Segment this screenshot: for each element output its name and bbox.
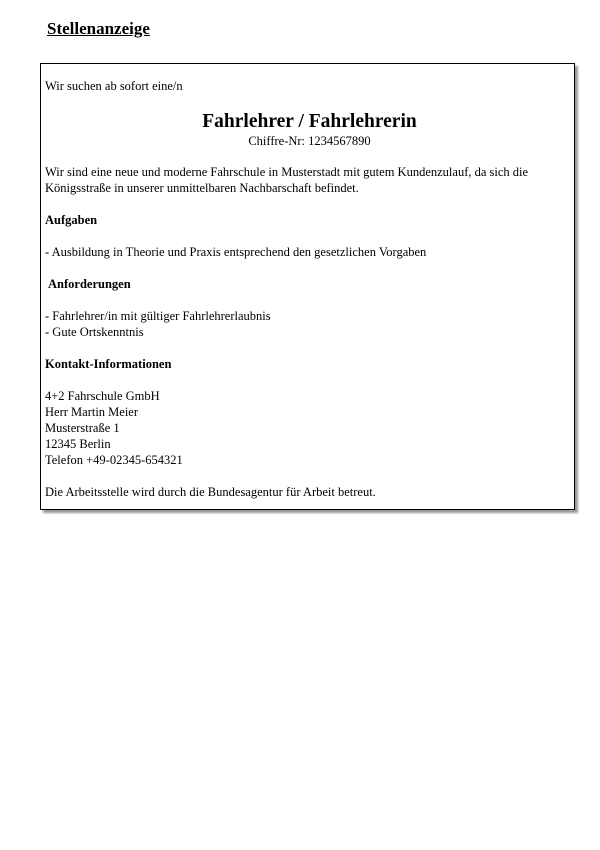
job-ad-box <box>40 63 575 510</box>
requirements-list <box>45 308 574 340</box>
requirement-item: - Fahrlehrer/in mit gültiger Fahrlehrerlaubnis <box>45 309 271 323</box>
ad-intro: Wir suchen ab sofort eine/n <box>45 79 183 93</box>
contact-person: Herr Martin Meier <box>45 405 139 419</box>
contact-city: 12345 Berlin <box>45 437 111 451</box>
requirements-heading: Anforderungen <box>48 277 131 291</box>
contact-phone: Telefon +49-02345-654321 <box>45 453 183 467</box>
ad-description: Wir sind eine neue und moderne Fahrschule in Musterstadt mit gutem Kundenzulauf, da sich die Königsstraße in unserer unmittelbaren Nachbarschaft befindet. <box>45 165 529 195</box>
contact-address <box>45 388 574 468</box>
requirement-item: - Gute Ortskenntnis <box>45 325 144 339</box>
contact-company: 4+2 Fahrschule GmbH <box>45 389 160 403</box>
tasks-list <box>45 244 574 260</box>
contact-heading: Kontakt-Informationen <box>45 357 172 371</box>
task-item: - Ausbildung in Theorie und Praxis entsprechend den gesetzlichen Vorgaben <box>45 245 427 259</box>
job-title: Fahrlehrer / Fahrlehrerin <box>202 111 417 132</box>
contact-street: Musterstraße 1 <box>45 421 120 435</box>
chiffre-number: Chiffre-Nr: 1234567890 <box>248 134 371 148</box>
ad-footer: Die Arbeitsstelle wird durch die Bundesagentur für Arbeit betreut. <box>45 485 376 499</box>
page-title: Stellenanzeige <box>47 19 150 38</box>
tasks-heading: Aufgaben <box>45 213 98 227</box>
